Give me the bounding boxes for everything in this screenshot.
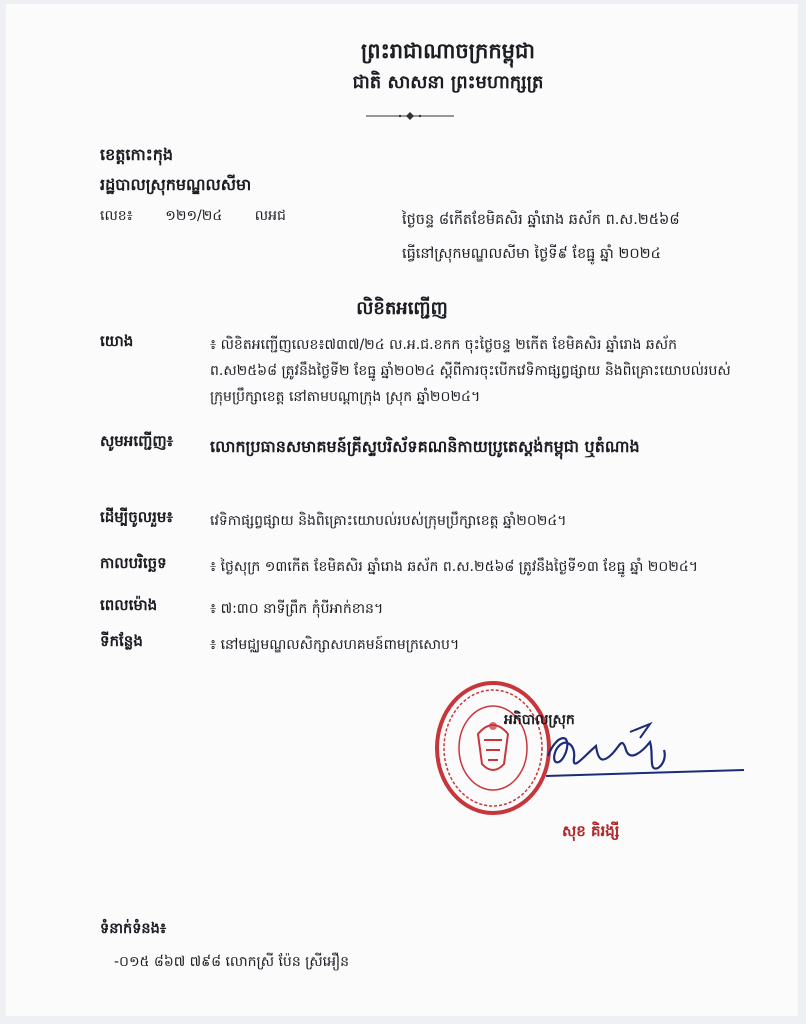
date-label: កាលបរិច្ឆេទ (100, 554, 167, 572)
kingdom-heading: ព្រះរាជាណាចក្រកម្ពុជា (360, 38, 535, 63)
place-value: ៖ នៅមជ្ឈមណ្ឌលសិក្សាសហគមន៍ពាមក្រសោប។ (210, 637, 460, 653)
time-value: ៖ ៧:៣០ នាទីព្រឹក កុំបីអាក់ខាន។ (210, 601, 384, 617)
date-value: ៖ ថ្ងៃសុក្រ ១៣កើត ខែមិគសិរ ឆ្នាំរោង ឆស័ក ព.ស.២៥៦៨ ត្រូវនឹងថ្ងៃទី១៣ ខែធ្នូ ឆ្នាំ ២០២៤។ (210, 559, 698, 575)
place-label: ទីកន្លែង (100, 632, 143, 650)
time-label: ពេលម៉ោង (100, 596, 158, 614)
invitee-label: សូមអញ្ជើញ៖ (100, 432, 174, 450)
lunar-date: ថ្ងៃចន្ទ ៨កើតខែមិគសិរ ឆ្នាំរោង ឆស័ក ព.ស.២៥៦៨ (402, 212, 680, 228)
document-title: លិខិតអញ្ជើញ (356, 298, 448, 319)
invitation-letter (6, 4, 798, 1016)
document-page (6, 4, 798, 1016)
contact-label: ទំនាក់ទំនង៖ (100, 920, 167, 937)
province-name: ខេត្តកោះកុង (100, 145, 174, 164)
reference-number-line (100, 206, 314, 227)
reference-value: ៖ លិខិតអញ្ជើញលេខ៖៧៣៧/២៤ ល.អ.ជ.ខកក ចុះថ្ងៃចន្ទ ២កើត ខែមិគសិរ ឆ្នាំរោង ឆស័ក ព.ស២៥៦៨ ត្រូវនឹងថ្ងៃទី២ ខែធ្នូ ឆ្នាំ២០២៤ ស្តីពីការចុះបើកវេទិកាផ្សព្វផ្សាយ និងពិគ្រោះយោបល់របស់ក្រុមប្រឹក្សាខេត្ត នៅតាមបណ្តាក្រុង ស្រុក ឆ្នាំ២០២៤។ (210, 337, 731, 405)
invitee-value: លោកប្រធានសមាគមន៍គ្រីស្ទបរិស័ទគណនិកាយប្រូតេស្តង់កម្ពុជា ឬតំណាង (210, 437, 640, 456)
reference-label: យោង (100, 332, 134, 350)
signatory-title: អភិបាលស្រុក (504, 712, 575, 728)
ref-number: ១២១/២៤ (165, 208, 223, 224)
handwritten-signature (526, 716, 746, 796)
national-motto: ជាតិ សាសនា ព្រះមហាក្សត្រ (352, 72, 544, 93)
purpose-value: វេទិកាផ្សព្វផ្សាយ និងពិគ្រោះយោបល់របស់ក្រុមប្រឹក្សាខេត្ត ឆ្នាំ២០២៤។ (210, 513, 567, 529)
signer-name: សុខ គិរង្សី (562, 822, 620, 840)
ref-label: លេខ៖ (100, 208, 133, 224)
place-and-date: ធ្វើនៅស្រុកមណ្ឌលសីមា ថ្ងៃទី៩ ខែធ្នូ ឆ្នាំ ២០២៤ (402, 246, 661, 262)
reference-row (100, 332, 740, 422)
purpose-label: ដើម្បីចូលរួម៖ (100, 508, 173, 526)
invitee-row (100, 432, 740, 494)
contact-value: -០១៥ ៨៦៧ ៧៩៨ លោកស្រី ប៉ែន ស្រីអឿន (114, 954, 350, 970)
department-name: រដ្ឋបាលស្រុកមណ្ឌលសីមា (100, 175, 252, 194)
ref-code: លអជ (254, 208, 286, 224)
ornament-divider (360, 111, 460, 121)
